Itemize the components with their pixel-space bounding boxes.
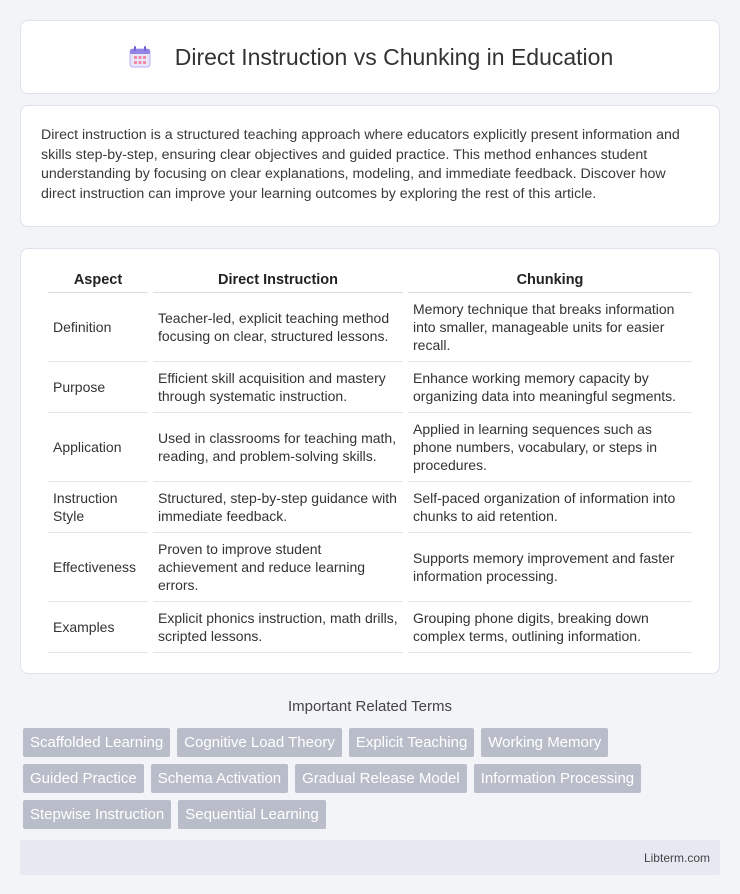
aspect-cell: Purpose	[48, 362, 148, 413]
aspect-cell: Application	[48, 413, 148, 482]
table-row	[48, 293, 692, 362]
related-term-tag[interactable]: Information Processing	[474, 764, 641, 793]
direct-instruction-cell: Teacher-led, explicit teaching method focusing on clear, structured lessons.	[153, 293, 403, 362]
related-term-tag[interactable]: Scaffolded Learning	[23, 728, 170, 757]
chunking-cell: Supports memory improvement and faster information processing.	[408, 533, 692, 602]
related-term-tag[interactable]: Schema Activation	[151, 764, 288, 793]
comparison-table	[43, 269, 697, 653]
footer-site-link[interactable]: Libterm.com	[643, 850, 710, 865]
direct-instruction-cell: Proven to improve student achievement and reduce learning errors.	[153, 533, 403, 602]
direct-instruction-cell: Structured, step-by-step guidance with immediate feedback.	[153, 482, 403, 533]
related-term-tag[interactable]: Gradual Release Model	[295, 764, 467, 793]
direct-instruction-cell: Used in classrooms for teaching math, reading, and problem-solving skills.	[153, 413, 403, 482]
table-row	[48, 602, 692, 653]
related-terms-title: Important Related Terms	[288, 698, 452, 715]
direct-instruction-cell: Efficient skill acquisition and mastery through systematic instruction.	[153, 362, 403, 413]
related-term-tag[interactable]: Cognitive Load Theory	[177, 728, 342, 757]
table-row	[48, 482, 692, 533]
aspect-cell: Definition	[48, 293, 148, 362]
calendar-grid-icon	[127, 44, 153, 70]
chunking-cell: Enhance working memory capacity by organizing data into meaningful segments.	[408, 362, 692, 413]
related-terms-list	[20, 728, 720, 836]
header-aspect: Aspect	[48, 269, 148, 293]
table-row	[48, 533, 692, 602]
aspect-cell: Examples	[48, 602, 148, 653]
title-card	[20, 20, 720, 94]
aspect-cell: Instruction Style	[48, 482, 148, 533]
chunking-cell: Self-paced organization of information into chunks to aid retention.	[408, 482, 692, 533]
related-term-tag[interactable]: Explicit Teaching	[349, 728, 474, 757]
intro-card	[20, 105, 720, 227]
related-term-tag[interactable]: Guided Practice	[23, 764, 144, 793]
table-row	[48, 362, 692, 413]
footer	[20, 840, 720, 875]
page-title: Direct Instruction vs Chunking in Education	[174, 43, 614, 70]
aspect-cell: Effectiveness	[48, 533, 148, 602]
direct-instruction-cell: Explicit phonics instruction, math drills, scripted lessons.	[153, 602, 403, 653]
chunking-cell: Memory technique that breaks information into smaller, manageable units for easier recall.	[408, 293, 692, 362]
chunking-cell: Applied in learning sequences such as phone numbers, vocabulary, or steps in procedures.	[408, 413, 692, 482]
chunking-cell: Grouping phone digits, breaking down complex terms, outlining information.	[408, 602, 692, 653]
related-term-tag[interactable]: Sequential Learning	[178, 800, 325, 829]
related-term-tag[interactable]: Working Memory	[481, 728, 608, 757]
comparison-table-card	[20, 248, 720, 674]
table-header-row	[48, 269, 692, 293]
intro-text: Direct instruction is a structured teaching approach where educators explicitly present information and skills step-by-step, ensuring clear objectives and guided practice. This method enhances student understanding by focusing on clear explanations, modeling, and immediate feedback. Discover how direct instruction can improve your learning outcomes by exploring the rest of this article.	[41, 127, 680, 202]
related-term-tag[interactable]: Stepwise Instruction	[23, 800, 171, 829]
header-direct-instruction: Direct Instruction	[153, 269, 403, 293]
table-row	[48, 413, 692, 482]
header-chunking: Chunking	[408, 269, 692, 293]
